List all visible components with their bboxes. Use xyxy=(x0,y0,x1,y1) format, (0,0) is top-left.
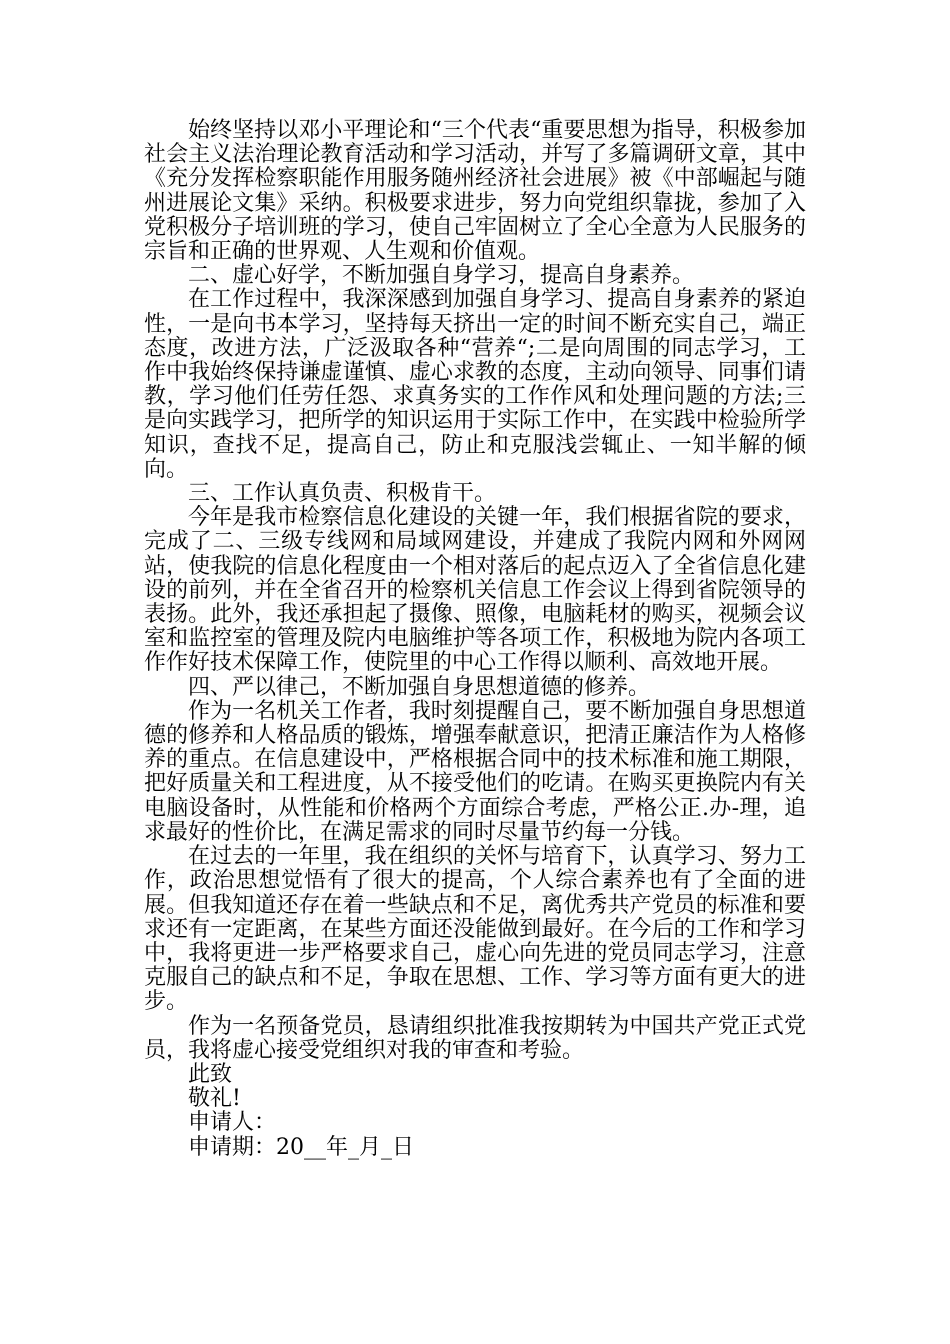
applicant-label: 申请人： xyxy=(188,1110,277,1136)
document-page xyxy=(144,119,806,1160)
closing-salutation: 此致 xyxy=(188,1061,233,1087)
paragraph-self-study: 在工作过程中，我深深感到加强自身学习、提高自身素养的紧迫性，一是向书本学习，坚持每天挤出一定的时间不断充实自己，端正态度，改进方法，广泛汲取各种“营养“;二是向周围的同志学习，工作中我始终保持谦虚谨慎、虚心求教的态度，主动向领导、同事们请教，学习他们任劳任怨、求真务实的工作作风和处理问题的方法;三是向实践学习，把所学的知识运用于实际工作中，在实践中检验所学知识，查找不足，提高自己，防止和克服浅尝辄止、一知半解的倾向。 xyxy=(144,287,806,482)
closing-regards: 敬礼! xyxy=(188,1086,241,1112)
section-heading-4: 四、严以律己，不断加强自身思想道德的修养。 xyxy=(188,674,651,700)
paragraph-request: 作为一名预备党员，恳请组织批准我按期转为中国共产党正式党员，我将虚心接受党组织对我的审查和考验。 xyxy=(144,1013,806,1063)
paragraph-summary: 在过去的一年里，我在组织的关怀与培育下，认真学习、努力工作，政治思想觉悟有了很大的提高，个人综合素养也有了全面的进展。但我知道还存在着一些缺点和不足，离优秀共产党员的标准和要求还有一定距离，在某些方面还没能做到最好。在今后的工作和学习中，我将更进一步严格要求自己，虚心向先进的党员同志学习，注意克服自己的缺点和不足，争取在思想、工作、学习等方面有更大的进步。 xyxy=(144,844,806,1015)
application-date: 申请期：20__年_月_日 xyxy=(188,1134,414,1160)
paragraph-work: 今年是我市检察信息化建设的关键一年，我们根据省院的要求，完成了二、三级专线网和局域网建设，并建成了我院内网和外网网站，使我院的信息化程度由一个相对落后的起点迈入了全省信息化建设的前列，并在全省召开的检察机关信息工作会议上得到省院领导的表扬。此外，我还承担起了摄像、照像，电脑耗材的购买，视频会议室和监控室的管理及院内电脑维护等各项工作，积极地为院内各项工作作好技术保障工作，使院里的中心工作得以顺利、高效地开展。 xyxy=(144,505,806,676)
section-heading-3: 三、工作认真负责、积极肯干。 xyxy=(188,481,497,507)
paragraph-party-study: 始终坚持以邓小平理论和“三个代表“重要思想为指导，积极参加社会主义法治理论教育活动和学习活动，并写了多篇调研文章，其中《充分发挥检察职能作用服务随州经济社会进展》被《中部崛起与随州进展论文集》采纳。积极要求进步，努力向党组织靠拢，参加了入党积极分子培训班的学习，使自己牢固树立了全心全意为人民服务的宗旨和正确的世界观、人生观和价值观。 xyxy=(144,118,806,265)
paragraph-discipline: 作为一名机关工作者，我时刻提醒自己，要不断加强自身思想道德的修养和人格品质的锻炼，增强奉献意识，把清正廉洁作为人格修养的重点。在信息建设中，严格根据合同中的技术标准和施工期限，把好质量关和工程进度，从不接受他们的吃请。在购买更换院内有关电脑设备时，从性能和价格两个方面综合考虑，严格公正.办-理，追求最好的性价比，在满足需求的同时尽量节约每一分钱。 xyxy=(144,698,806,845)
section-heading-2: 二、虚心好学，不断加强自身学习，提高自身素养。 xyxy=(188,263,695,289)
